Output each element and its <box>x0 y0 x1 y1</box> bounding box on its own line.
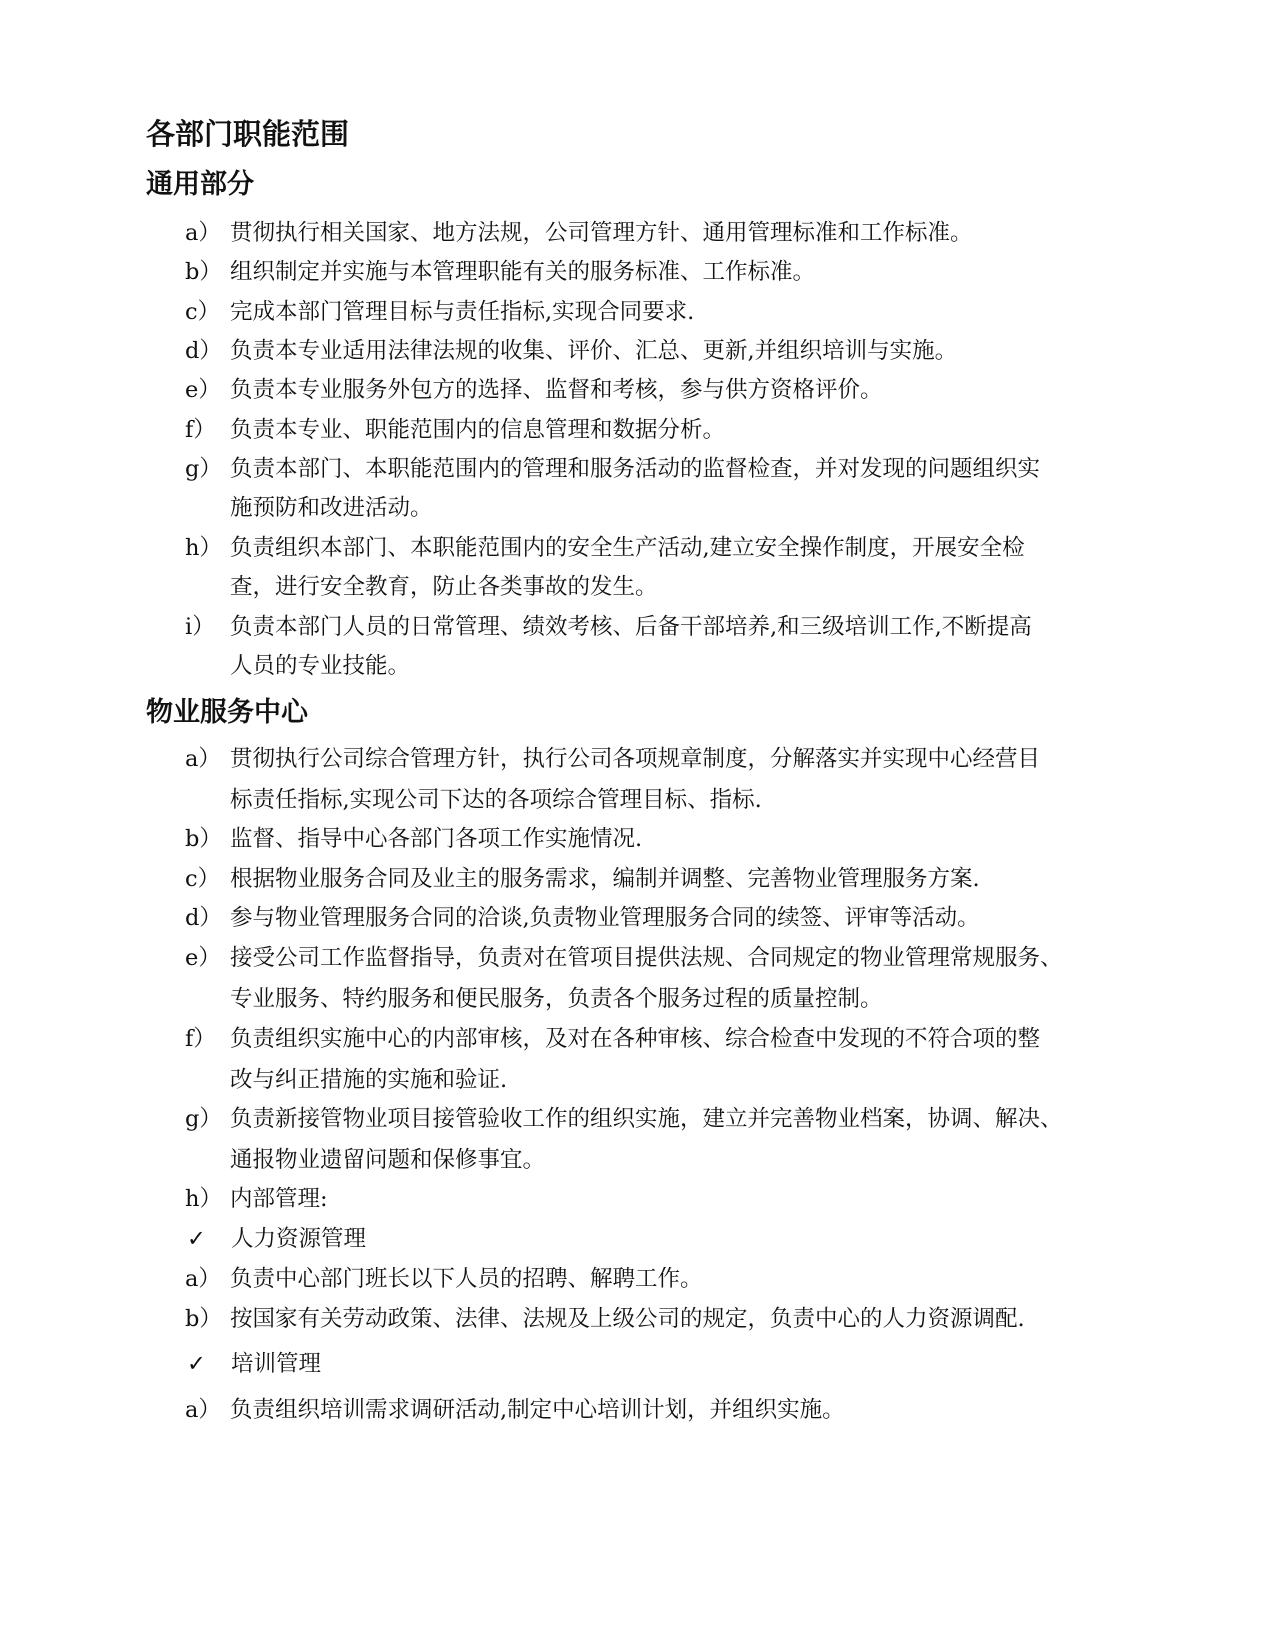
list-item <box>185 213 1125 254</box>
item-marker: d） <box>185 905 222 931</box>
item-text-line: 内部管理: <box>230 1186 328 1212</box>
item-text-line: 按国家有关劳动政策、法律、法规及上级公司的规定，负责中心的人力资源调配. <box>230 1306 1025 1332</box>
item-text-line: 组织制定并实施与本管理职能有关的服务标准、工作标准。 <box>230 259 816 285</box>
list-item <box>185 608 1125 686</box>
subsection-hr <box>187 1219 366 1260</box>
item-text-line: 标责任指标,实现公司下达的各项综合管理目标、指标. <box>230 787 762 813</box>
list-item <box>185 292 1125 333</box>
list-item <box>185 1299 1125 1340</box>
list-item <box>185 252 1125 293</box>
list-item <box>185 370 1125 411</box>
list-item <box>185 410 1125 451</box>
item-marker: h） <box>185 1186 222 1212</box>
item-text-line: 查，进行安全教育，防止各类事故的发生。 <box>230 574 658 600</box>
list-item <box>185 331 1125 372</box>
item-marker: b） <box>185 259 222 285</box>
subsection-training <box>187 1344 321 1385</box>
subsection-label: 培训管理 <box>231 1351 322 1377</box>
item-marker: i） <box>185 614 215 640</box>
item-marker: b） <box>185 826 222 852</box>
subsection-label: 人力资源管理 <box>231 1226 367 1252</box>
item-text-line: 负责组织实施中心的内部审核，及对在各种审核、综合检查中发现的不符合项的整 <box>230 1026 1041 1052</box>
item-marker: c） <box>185 866 221 892</box>
item-marker: a） <box>185 1397 221 1423</box>
item-marker: h） <box>185 535 222 561</box>
item-marker: b） <box>185 1306 222 1332</box>
item-marker: e） <box>185 945 221 971</box>
item-marker: c） <box>185 299 221 325</box>
list-item <box>185 898 1125 939</box>
list-item <box>185 1390 1125 1431</box>
item-text-line: 负责本专业适用法律法规的收集、评价、汇总、更新,并组织培训与实施。 <box>230 338 958 364</box>
checkmark-icon: ✓ <box>187 1226 206 1252</box>
checkmark-icon: ✓ <box>187 1351 206 1377</box>
page-title: 各部门职能范围 <box>146 117 350 151</box>
item-text-line: 根据物业服务合同及业主的服务需求，编制并调整、完善物业管理服务方案. <box>230 866 980 892</box>
item-marker: g） <box>185 456 222 482</box>
item-text-line: 贯彻执行相关国家、地方法规，公司管理方针、通用管理标准和工作标准。 <box>230 220 973 246</box>
list-item <box>185 1179 1125 1220</box>
list-item <box>185 859 1125 900</box>
item-text-line: 负责中心部门班长以下人员的招聘、解聘工作。 <box>230 1266 703 1292</box>
item-text-line: 参与物业管理服务合同的洽谈,负责物业管理服务合同的续签、评审等活动。 <box>230 905 980 931</box>
item-text-line: 负责新接管物业项目接管验收工作的组织实施，建立并完善物业档案，协调、解决、 <box>230 1106 1063 1132</box>
item-marker: e） <box>185 377 221 403</box>
item-text-line: 负责本专业服务外包方的选择、监督和考核，参与供方资格评价。 <box>230 377 883 403</box>
item-text-line: 负责组织培训需求调研活动,制定中心培训计划，并组织实施。 <box>230 1397 845 1423</box>
item-text-line: 改与纠正措施的实施和验证. <box>230 1067 508 1093</box>
item-text-line: 贯彻执行公司综合管理方针，执行公司各项规章制度，分解落实并实现中心经营目 <box>230 746 1041 772</box>
list-item <box>185 739 1125 821</box>
item-text-line: 人员的专业技能。 <box>230 653 411 679</box>
item-marker: d） <box>185 338 222 364</box>
item-marker: f） <box>185 417 216 443</box>
list-item <box>185 1019 1125 1101</box>
item-marker: f） <box>185 1026 216 1052</box>
item-text-line: 监督、指导中心各部门各项工作实施情况. <box>230 826 643 852</box>
list-item <box>185 529 1125 607</box>
item-text-line: 通报物业遗留问题和保修事宜。 <box>230 1147 546 1173</box>
item-text-line: 接受公司工作监督指导，负责对在管项目提供法规、合同规定的物业管理常规服务、 <box>230 945 1063 971</box>
item-marker: a） <box>185 1266 221 1292</box>
list-item <box>185 819 1125 860</box>
list-item <box>185 1259 1125 1300</box>
item-text-line: 施预防和改进活动。 <box>230 495 433 521</box>
item-marker: g） <box>185 1106 222 1132</box>
item-text-line: 专业服务、特约服务和便民服务，负责各个服务过程的质量控制。 <box>230 986 883 1012</box>
item-text-line: 负责组织本部门、本职能范围内的安全生产活动,建立安全操作制度，开展安全检 <box>230 535 1025 561</box>
item-text-line: 完成本部门管理目标与责任指标,实现合同要求. <box>230 299 695 325</box>
section-heading-property-service-center: 物业服务中心 <box>146 697 308 728</box>
item-text-line: 负责本专业、职能范围内的信息管理和数据分析。 <box>230 417 726 443</box>
section-heading-general: 通用部分 <box>146 169 254 200</box>
list-item <box>185 938 1125 1020</box>
list-item <box>185 1099 1125 1181</box>
item-text-line: 负责本部门、本职能范围内的管理和服务活动的监督检查，并对发现的问题组织实 <box>230 456 1041 482</box>
item-marker: a） <box>185 220 221 246</box>
list-item <box>185 450 1125 528</box>
item-text-line: 负责本部门人员的日常管理、绩效考核、后备干部培养,和三级培训工作,不断提高 <box>230 614 1032 640</box>
item-marker: a） <box>185 746 221 772</box>
